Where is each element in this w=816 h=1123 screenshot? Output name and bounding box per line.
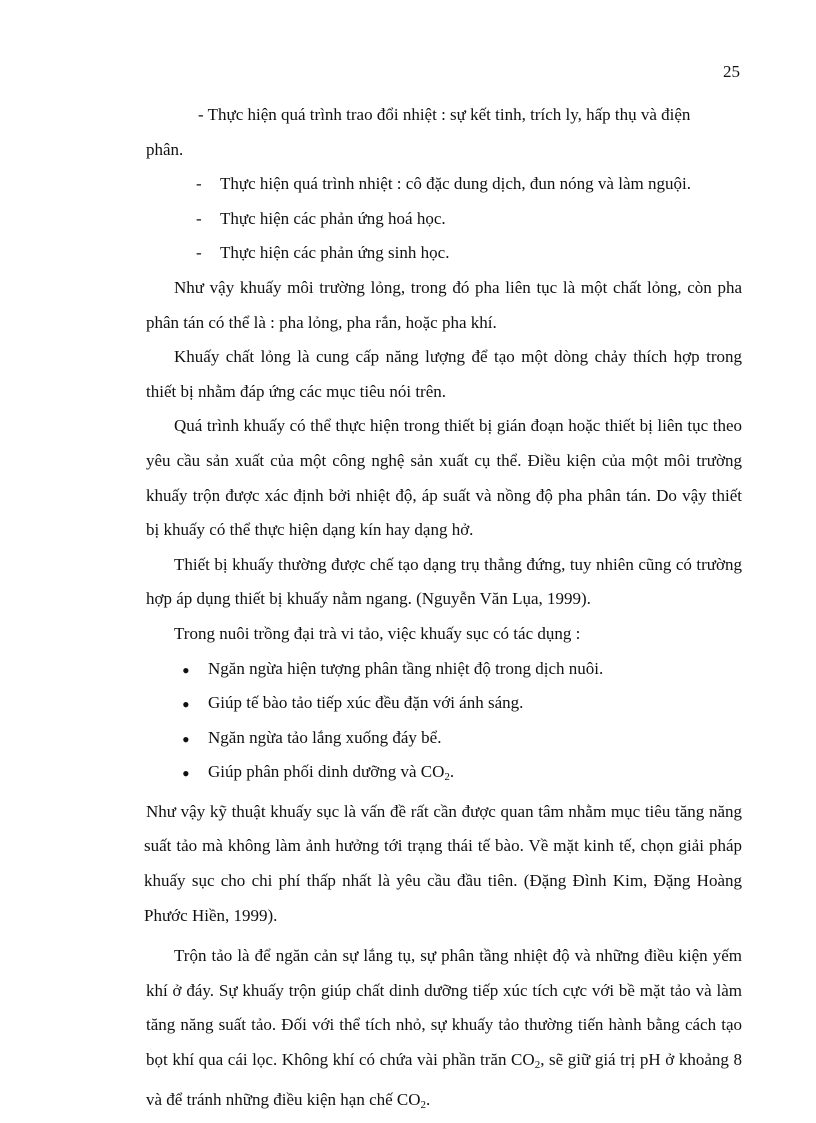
paragraph: Quá trình khuấy có thể thực hiện trong thiết bị gián đoạn hoặc thiết bị liên tục theo yêu cầu sản xuất của một công nghệ sản xuất cụ thể. Điều kiện của một môi trường khuấy trộn được xác định bởi nhiệt độ, áp suất và nồng độ pha phân tán. Do vậy thiết bị khuấy có thể thực hiện dạng kín hay dạng hở.	[146, 416, 742, 540]
bullet-list-item-text: Giúp phân phối dinh dưỡng và CO	[208, 762, 445, 782]
dash-list-item	[146, 167, 742, 202]
intro-line: - Thực hiện quá trình trao đổi nhiệt : sự kết tinh, trích ly, hấp thụ và điện	[198, 105, 691, 124]
bullet-list-item-text: Giúp tế bào tảo tiếp xúc đều đặn với ánh sáng.	[208, 693, 524, 713]
dash-marker: -	[196, 243, 202, 263]
subscript: 2	[420, 1098, 427, 1111]
subscript: 2	[534, 1059, 541, 1072]
dash-list-item	[146, 202, 742, 237]
dash-list-item-text: Thực hiện các phản ứng sinh học.	[220, 243, 450, 263]
bullet-icon: •	[182, 657, 190, 683]
dash-list-item-text: Thực hiện các phản ứng hoá học.	[220, 208, 446, 228]
page-number: 25	[723, 62, 740, 81]
bullet-list-item	[146, 686, 742, 721]
bullet-icon: •	[182, 761, 190, 787]
dash-list-item-text: Thực hiện quá trình nhiệt : cô đặc dung dịch, đun nóng và làm nguội.	[220, 174, 691, 194]
dash-marker: -	[196, 174, 202, 194]
page-body	[146, 98, 742, 1122]
punctuation: .	[449, 762, 455, 782]
intro-line-continuation: phân.	[146, 139, 184, 159]
dash-list-item	[146, 236, 742, 271]
dash-marker: -	[196, 208, 202, 228]
bullet-list-item	[146, 755, 742, 795]
paragraph: Như vậy khuấy môi trường lỏng, trong đó pha liên tục là một chất lỏng, còn pha phân tán có thể là : pha lỏng, pha rắn, hoặc pha khí.	[146, 277, 742, 332]
punctuation: .	[426, 1089, 431, 1109]
bullet-list-item-text: Ngăn ngừa hiện tượng phân tầng nhiệt độ trong dịch nuôi.	[208, 658, 604, 678]
bullet-list-item	[146, 721, 742, 756]
paragraph-text: , sẽ giữ giá trị pH ở khoảng 8 và để tránh những điều kiện hạn chế CO	[146, 1050, 742, 1109]
bullet-list-item-text: Ngăn ngừa tảo lắng xuống đáy bể.	[208, 727, 442, 747]
paragraph	[146, 939, 742, 1122]
paragraph: Khuấy chất lỏng là cung cấp năng lượng để tạo một dòng chảy thích hợp trong thiết bị nhằm đáp ứng các mục tiêu nói trên.	[146, 347, 742, 401]
bullet-icon: •	[182, 692, 190, 718]
paragraph: Như vậy kỹ thuật khuấy sục là vấn đề rất cần được quan tâm nhằm mục tiêu tăng năng suất tảo mà không làm ảnh hưởng tới trạng thái tế bào. Về mặt kinh tế, chọn giải pháp khuấy sục cho chi phí thấp nhất là yêu cầu đầu tiên. (Đặng Đình Kim, Đặng Hoàng Phước Hiền, 1999).	[144, 801, 742, 925]
paragraph: Trong nuôi trồng đại trà vi tảo, việc khuấy sục có tác dụng :	[174, 623, 581, 643]
paragraph: Thiết bị khuấy thường được chế tạo dạng trụ thẳng đứng, tuy nhiên cũng có trường hợp áp dụng thiết bị khuấy nằm ngang. (Nguyễn Văn Lụa, 1999).	[146, 554, 742, 609]
paragraph-text: Trộn tảo là để ngăn cản sự lắng tụ, sự phân tầng nhiệt độ và những điều kiện yếm khí ở đáy. Sự khuấy trộn giúp chất dinh dưỡng tiếp xúc tích cực với bề mặt tảo và làm tăng năng suất tảo. Đối với thể tích nhỏ, sự khuấy tảo thường tiến hành bằng cách tạo bọt khí qua cái lọc. Không khí có chứa vài phần trăn CO	[146, 946, 742, 1070]
bullet-list-item	[146, 652, 742, 687]
bullet-icon: •	[182, 726, 190, 752]
subscript: 2	[444, 771, 450, 784]
